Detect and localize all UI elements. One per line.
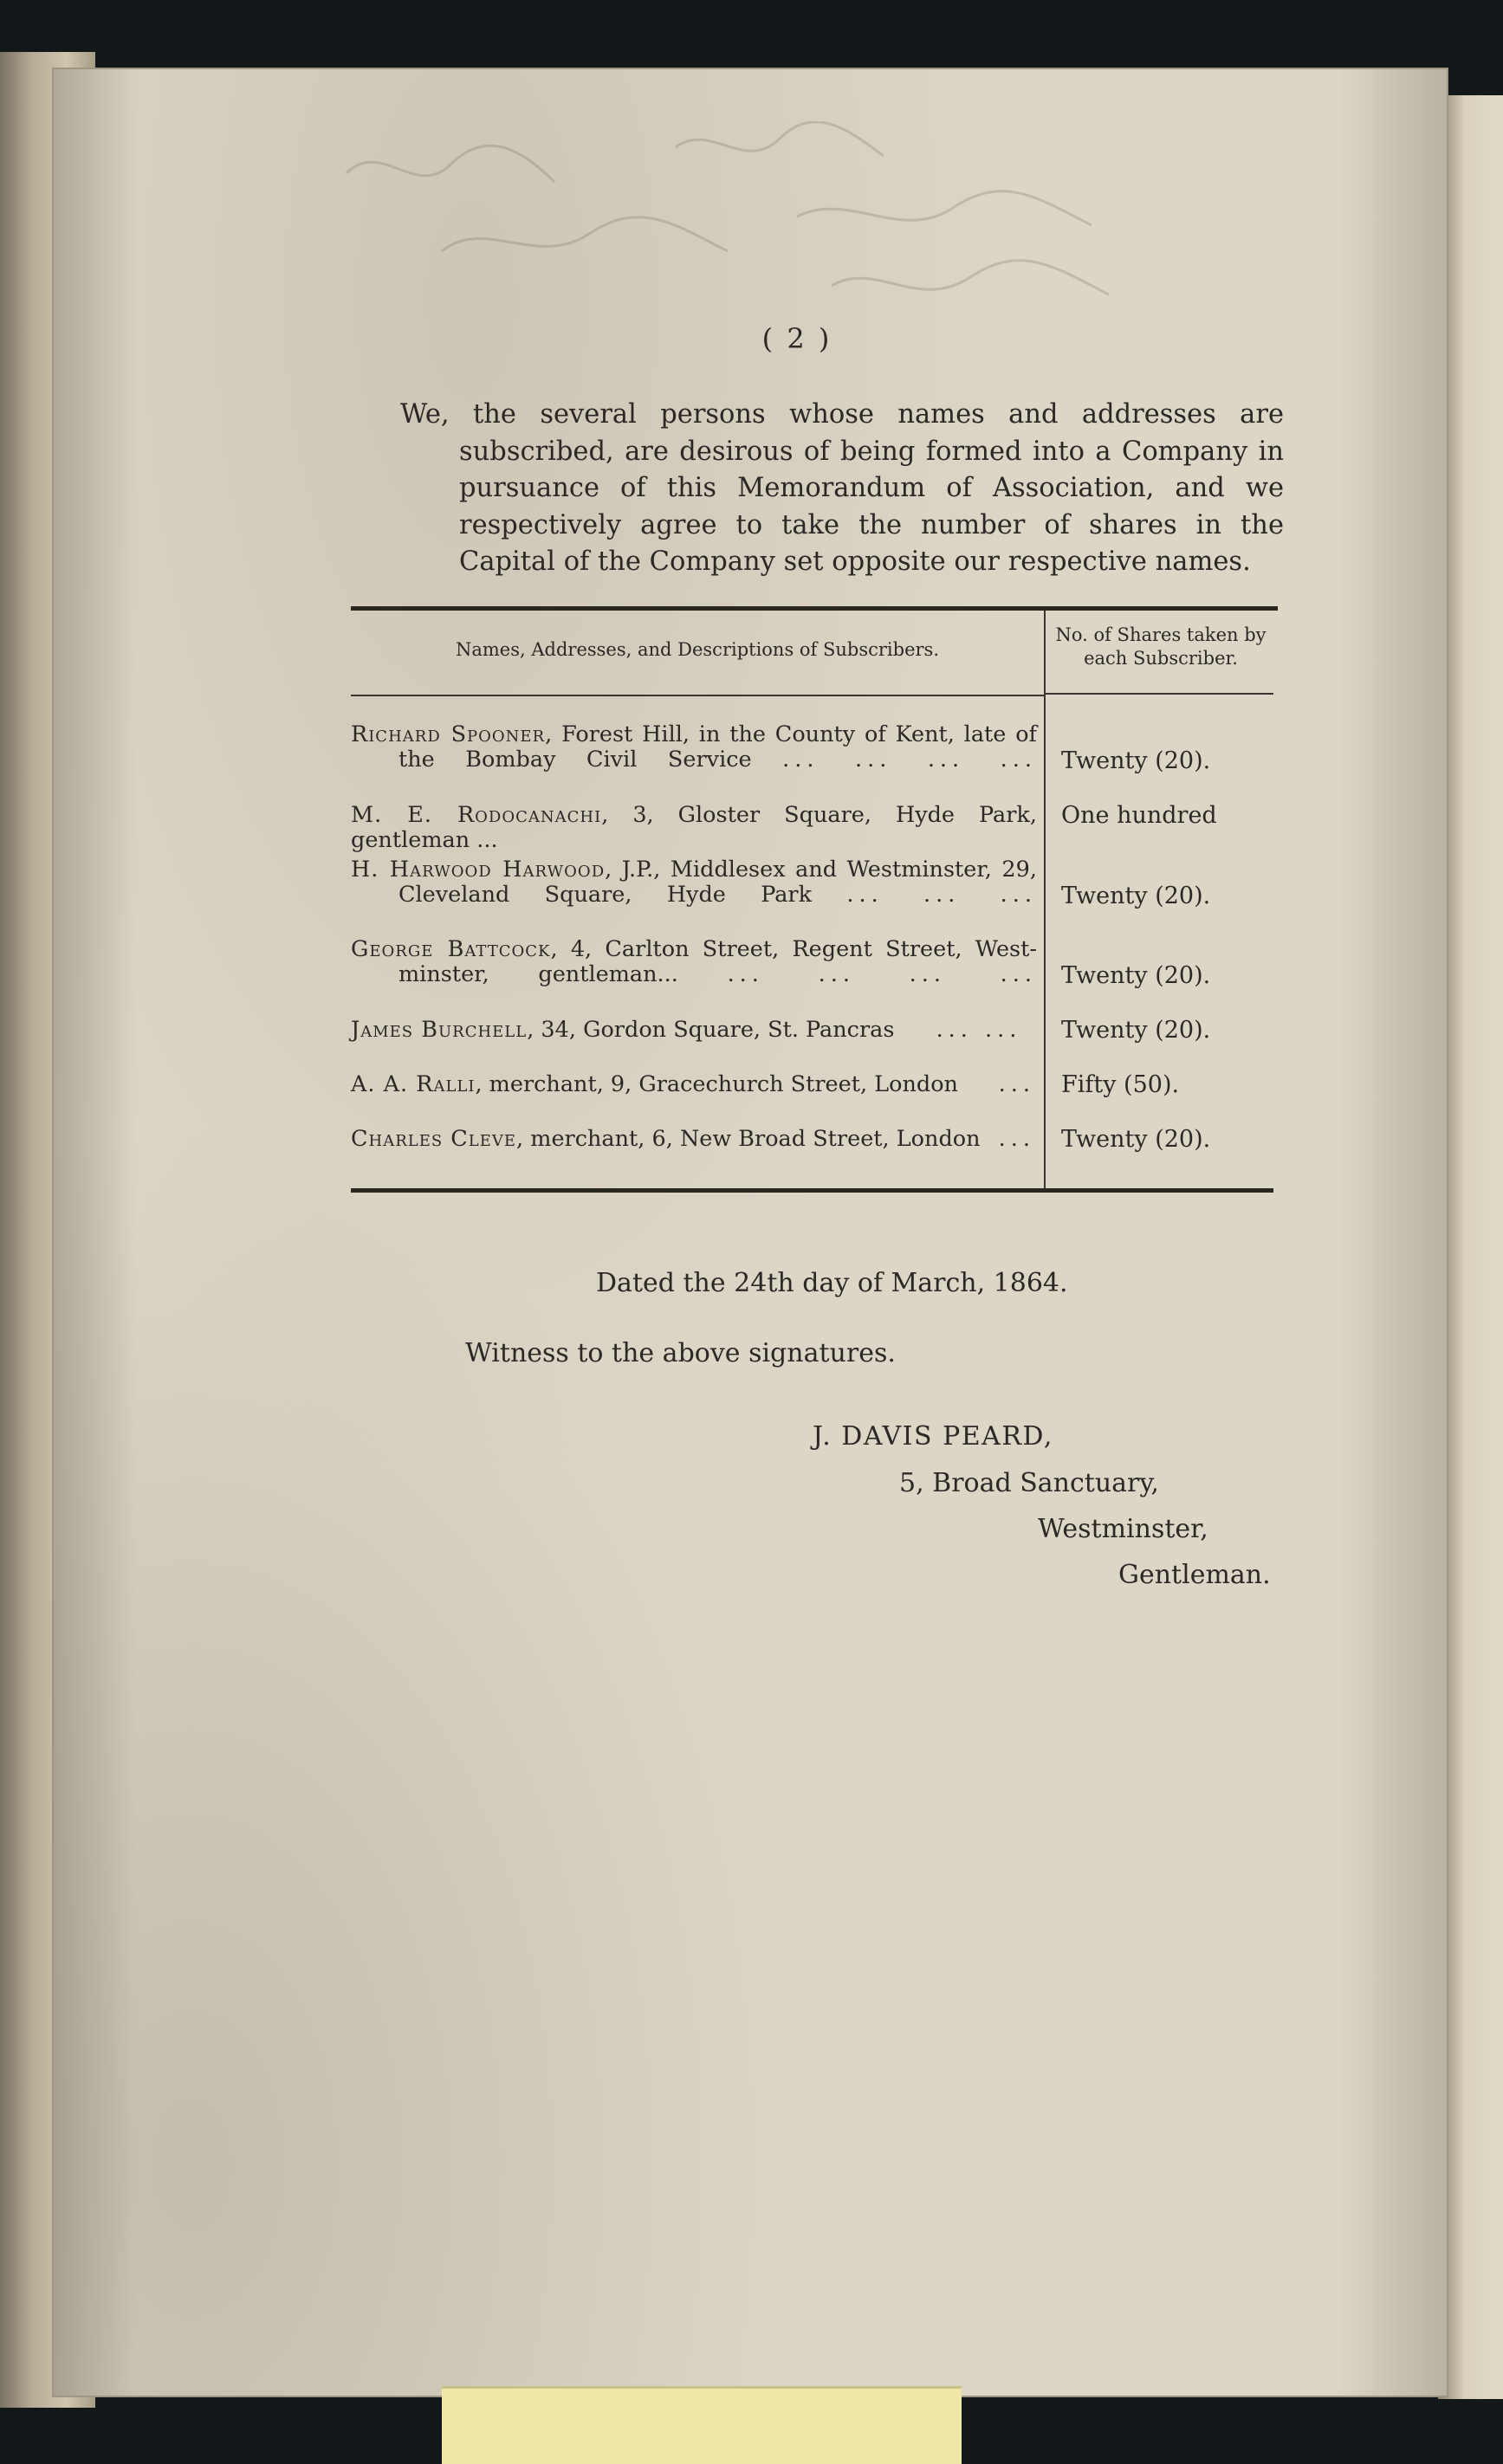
table-column-divider	[1044, 611, 1046, 1191]
subscriber-shares: Twenty (20).	[1061, 747, 1211, 774]
subscriber-name: A. A. Ralli	[351, 1071, 476, 1097]
witness-address-line1: 5, Broad Sanctuary,	[899, 1468, 1159, 1498]
subscriber-line2-wrap	[351, 962, 1037, 987]
table-top-rule	[351, 606, 1278, 611]
leader-dots: ... ... ... ...	[782, 747, 1037, 773]
leader-dots: ...	[998, 1126, 1035, 1152]
table-bottom-rule	[351, 1188, 1273, 1193]
bookmark-tab	[442, 2386, 962, 2464]
subscriber-name: Richard Spooner	[351, 721, 546, 747]
subscriber-line1: , merchant, 6, New Broad Street, London	[516, 1126, 981, 1152]
table-header-rule	[351, 695, 1044, 696]
subscriber-shares: Twenty (20).	[1061, 883, 1211, 909]
subscriber-description	[351, 937, 1037, 987]
subscriber-name: H. Harwood Harwood	[351, 857, 606, 883]
subscriber-line2: the Bombay Civil Service	[398, 747, 752, 773]
column-header-names: Names, Addresses, and Descriptions of Subscribers.	[455, 639, 940, 660]
subscriber-shares: Twenty (20).	[1061, 1017, 1211, 1044]
column-header-shares-line1: No. of Shares taken by	[1055, 624, 1267, 645]
column-header-shares	[1053, 624, 1269, 670]
subscribers-table	[351, 606, 1273, 1195]
subscriber-name: Charles Cleve	[351, 1126, 517, 1152]
subscriber-name: James Burchell	[351, 1017, 528, 1043]
table-header-rule	[1046, 693, 1273, 695]
leader-dots: ... ... ...	[846, 882, 1037, 908]
subscriber-shares: Twenty (20).	[1061, 1126, 1211, 1153]
page-number: ( 2 )	[761, 322, 832, 355]
intro-paragraph: We, the several persons whose names and addresses are subscribed, are desirous of being formed into a Company in pursuance of this Memorandum of Association, and we respectively agree to take the number of shares in the Capital of the Company set opposite our respective names.	[400, 399, 1284, 577]
subscriber-line2-wrap	[351, 883, 1037, 908]
subscriber-shares: Twenty (20).	[1061, 962, 1211, 989]
subscriber-line1: , 4, Carlton Street, Regent Street, West-	[550, 936, 1037, 962]
subscriber-description	[351, 1018, 1037, 1043]
faint-handwriting-marks	[312, 121, 1265, 338]
subscriber-shares: Fifty (50).	[1061, 1071, 1180, 1098]
date-line: Dated the 24th day of March, 1864.	[596, 1268, 1068, 1298]
subscriber-description	[351, 722, 1037, 773]
witness-line: Witness to the above signatures.	[465, 1338, 896, 1368]
witness-name: J. DAVIS PEARD,	[813, 1421, 1053, 1452]
subscriber-shares: One hundred	[1061, 802, 1217, 829]
subscriber-line2: Cleveland Square, Hyde Park	[398, 882, 813, 908]
subscriber-line2: minster, gentleman...	[398, 961, 678, 987]
subscriber-description	[351, 857, 1037, 908]
witness-description: Gentleman.	[1118, 1560, 1271, 1590]
column-header-shares-line2: each Subscriber.	[1084, 648, 1238, 669]
leader-dots: ...	[998, 1071, 1035, 1097]
subscriber-line1: , 34, Gordon Square, St. Pancras	[527, 1017, 895, 1043]
subscriber-description	[351, 1072, 1037, 1097]
witness-address-line2: Westminster,	[1038, 1514, 1208, 1544]
subscriber-line1: , Forest Hill, in the County of Kent, late of	[545, 721, 1037, 747]
subscriber-name: George Battcock	[351, 936, 551, 962]
subscriber-line1: , merchant, 9, Gracechurch Street, London	[475, 1071, 958, 1097]
subscriber-description	[351, 1127, 1037, 1152]
leader-dots: ... ...	[936, 1017, 1022, 1043]
leader-dots: ... ... ... ...	[727, 961, 1037, 987]
subscriber-description	[351, 803, 1037, 853]
subscriber-line1: , J.P., Middlesex and Westminster, 29,	[605, 857, 1037, 883]
subscriber-line2-wrap	[351, 747, 1037, 773]
subscriber-name: M. E. Rodocanachi	[351, 802, 602, 828]
subscriber-line1: , 3, Gloster Square, Hyde Park, gentleman ...	[351, 802, 1037, 853]
